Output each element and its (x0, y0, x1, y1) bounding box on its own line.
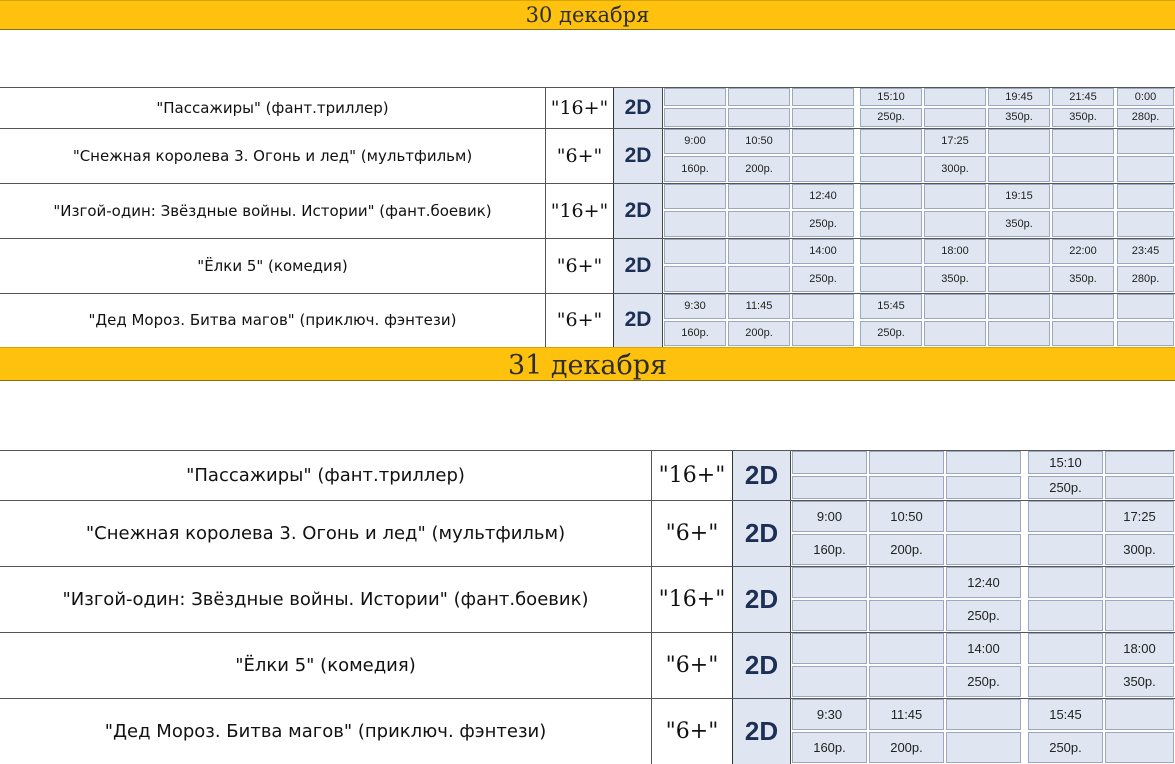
session-price (791, 665, 868, 698)
session-time (859, 128, 923, 155)
session-price: 160р. (791, 731, 868, 764)
session-price: 250р. (859, 107, 923, 128)
session-price (727, 210, 791, 238)
session-time (791, 293, 855, 320)
session-time[interactable]: 17:25 (1104, 500, 1175, 533)
movie-row (0, 293, 1175, 347)
session-price (1104, 475, 1175, 500)
movie-title: "Снежная королева 3. Огонь и лед" (мультфильм) (0, 128, 546, 183)
day-header-31-december: 31 декабря (0, 347, 1175, 381)
session-price: 200р. (727, 320, 791, 347)
session-time (1027, 632, 1104, 665)
session-price (1104, 599, 1175, 632)
session-time (1104, 450, 1175, 475)
session-price: 350р. (923, 265, 987, 293)
session-time (868, 450, 945, 475)
session-price: 200р. (868, 731, 945, 764)
session-price (1027, 533, 1104, 566)
session-price: 350р. (1051, 265, 1115, 293)
session-time[interactable]: 10:50 (727, 128, 791, 155)
session-price: 200р. (868, 533, 945, 566)
session-time (859, 183, 923, 210)
movie-title: "Изгой-один: Звёздные войны. Истории" (фант.боевик) (0, 566, 652, 632)
row-divider (0, 500, 1175, 501)
session-time[interactable]: 15:10 (1027, 450, 1104, 475)
age-rating: "6+" (652, 698, 733, 764)
session-time (868, 566, 945, 599)
movie-title: "Пассажиры" (фант.триллер) (0, 87, 546, 128)
session-time (1051, 128, 1115, 155)
session-price (923, 210, 987, 238)
session-price (987, 320, 1051, 347)
age-rating: "6+" (546, 238, 614, 293)
row-divider (0, 450, 1175, 451)
movie-row (0, 450, 1175, 500)
movie-row (0, 128, 1175, 183)
session-time (663, 183, 727, 210)
age-rating: "6+" (652, 632, 733, 698)
age-rating: "16+" (652, 450, 733, 500)
row-divider (0, 293, 1175, 294)
session-price (663, 210, 727, 238)
session-time[interactable]: 17:25 (923, 128, 987, 155)
session-price (791, 155, 855, 183)
session-price (859, 265, 923, 293)
session-price (1116, 210, 1175, 238)
session-price (791, 475, 868, 500)
session-time (791, 566, 868, 599)
session-time (1051, 183, 1115, 210)
session-time[interactable]: 9:30 (663, 293, 727, 320)
session-time (1027, 500, 1104, 533)
session-time[interactable]: 11:45 (868, 698, 945, 731)
row-divider (0, 183, 1175, 184)
session-price: 250р. (791, 265, 855, 293)
schedule-table-30-december (0, 87, 1175, 347)
session-time[interactable]: 18:00 (1104, 632, 1175, 665)
session-price: 280р. (1116, 107, 1175, 128)
session-time (663, 238, 727, 265)
movie-row (0, 698, 1175, 764)
session-time[interactable]: 18:00 (923, 238, 987, 265)
session-time (1116, 183, 1175, 210)
session-price: 350р. (1051, 107, 1115, 128)
format-badge: 2D (733, 566, 791, 632)
age-rating: "6+" (546, 128, 614, 183)
movie-row (0, 566, 1175, 632)
session-price (923, 320, 987, 347)
session-time (791, 128, 855, 155)
session-price: 250р. (945, 665, 1022, 698)
session-time (1116, 293, 1175, 320)
session-price: 350р. (1104, 665, 1175, 698)
format-badge: 2D (614, 87, 663, 128)
session-price (923, 107, 987, 128)
session-price: 250р. (791, 210, 855, 238)
format-badge: 2D (733, 632, 791, 698)
session-time (987, 128, 1051, 155)
session-time[interactable]: 15:45 (1027, 698, 1104, 731)
age-rating: "6+" (546, 293, 614, 347)
session-time (923, 87, 987, 107)
session-time (987, 238, 1051, 265)
age-rating: "16+" (546, 87, 614, 128)
session-time[interactable]: 14:00 (791, 238, 855, 265)
session-time[interactable]: 0:00 (1116, 87, 1175, 107)
session-price: 160р. (663, 155, 727, 183)
session-time[interactable]: 12:40 (791, 183, 855, 210)
session-price: 250р. (859, 320, 923, 347)
session-price (945, 533, 1022, 566)
session-time[interactable]: 9:00 (791, 500, 868, 533)
session-time[interactable]: 19:15 (987, 183, 1051, 210)
session-price (791, 320, 855, 347)
session-price (1051, 210, 1115, 238)
session-price (868, 599, 945, 632)
movie-row (0, 632, 1175, 698)
session-price: 350р. (987, 210, 1051, 238)
session-time (1027, 566, 1104, 599)
session-price: 250р. (1027, 475, 1104, 500)
format-badge: 2D (733, 500, 791, 566)
session-price (868, 475, 945, 500)
movie-row (0, 500, 1175, 566)
session-price (868, 665, 945, 698)
session-price (1051, 155, 1115, 183)
session-time (727, 87, 791, 107)
row-divider (0, 566, 1175, 567)
session-time[interactable]: 23:45 (1116, 238, 1175, 265)
session-time[interactable]: 9:30 (791, 698, 868, 731)
session-time (859, 238, 923, 265)
movie-title: "Изгой-один: Звёздные войны. Истории" (фант.боевик) (0, 183, 546, 238)
session-price (859, 155, 923, 183)
session-price: 160р. (663, 320, 727, 347)
session-price (945, 731, 1022, 764)
session-price (663, 265, 727, 293)
session-time[interactable]: 15:45 (859, 293, 923, 320)
session-price (727, 265, 791, 293)
session-time[interactable]: 10:50 (868, 500, 945, 533)
session-price (1104, 731, 1175, 764)
age-rating: "16+" (652, 566, 733, 632)
session-time[interactable]: 15:10 (859, 87, 923, 107)
format-badge: 2D (614, 183, 663, 238)
session-price (859, 210, 923, 238)
session-time (791, 87, 855, 107)
movie-title: "Ёлки 5" (комедия) (0, 238, 546, 293)
session-price: 250р. (1027, 731, 1104, 764)
row-divider (0, 632, 1175, 633)
session-time (791, 450, 868, 475)
session-price (1027, 665, 1104, 698)
format-badge: 2D (733, 450, 791, 500)
session-price (1116, 155, 1175, 183)
session-time (945, 698, 1022, 731)
movie-title: "Дед Мороз. Битва магов" (приключ. фэнтези) (0, 293, 546, 347)
session-price: 200р. (727, 155, 791, 183)
day-header-30-december: 30 декабря (0, 0, 1175, 30)
session-price (1027, 599, 1104, 632)
session-price (987, 265, 1051, 293)
session-price: 300р. (923, 155, 987, 183)
session-time (791, 632, 868, 665)
session-time (1104, 698, 1175, 731)
session-price (1051, 320, 1115, 347)
session-price: 300р. (1104, 533, 1175, 566)
session-time[interactable]: 14:00 (945, 632, 1022, 665)
session-price: 250р. (945, 599, 1022, 632)
movie-row (0, 87, 1175, 128)
session-price (791, 599, 868, 632)
movie-title: "Дед Мороз. Битва магов" (приключ. фэнтези) (0, 698, 652, 764)
session-price: 350р. (987, 107, 1051, 128)
session-time[interactable]: 21:45 (1051, 87, 1115, 107)
format-badge: 2D (614, 128, 663, 183)
session-time[interactable]: 19:45 (987, 87, 1051, 107)
session-time (987, 293, 1051, 320)
format-badge: 2D (733, 698, 791, 764)
movie-row (0, 183, 1175, 238)
session-time (1051, 293, 1115, 320)
movie-title: "Снежная королева 3. Огонь и лед" (мультфильм) (0, 500, 652, 566)
session-price (945, 475, 1022, 500)
movie-title: "Ёлки 5" (комедия) (0, 632, 652, 698)
session-time[interactable]: 9:00 (663, 128, 727, 155)
session-time (868, 632, 945, 665)
session-price: 280р. (1116, 265, 1175, 293)
session-time[interactable]: 22:00 (1051, 238, 1115, 265)
row-divider (0, 238, 1175, 239)
row-divider (0, 128, 1175, 129)
session-time[interactable]: 12:40 (945, 566, 1022, 599)
session-time (923, 293, 987, 320)
format-badge: 2D (614, 293, 663, 347)
format-badge: 2D (614, 238, 663, 293)
session-price (663, 107, 727, 128)
session-price: 160р. (791, 533, 868, 566)
session-time (663, 87, 727, 107)
session-price (987, 155, 1051, 183)
session-time (1116, 128, 1175, 155)
age-rating: "6+" (652, 500, 733, 566)
session-time (945, 500, 1022, 533)
row-divider (0, 698, 1175, 699)
session-time (945, 450, 1022, 475)
session-time (727, 238, 791, 265)
row-divider (0, 87, 1175, 88)
session-time (1104, 566, 1175, 599)
movie-title: "Пассажиры" (фант.триллер) (0, 450, 652, 500)
movie-row (0, 238, 1175, 293)
session-time (727, 183, 791, 210)
session-time[interactable]: 11:45 (727, 293, 791, 320)
session-price (1116, 320, 1175, 347)
session-price (791, 107, 855, 128)
session-price (727, 107, 791, 128)
schedule-table-31-december (0, 450, 1175, 764)
session-time (923, 183, 987, 210)
age-rating: "16+" (546, 183, 614, 238)
